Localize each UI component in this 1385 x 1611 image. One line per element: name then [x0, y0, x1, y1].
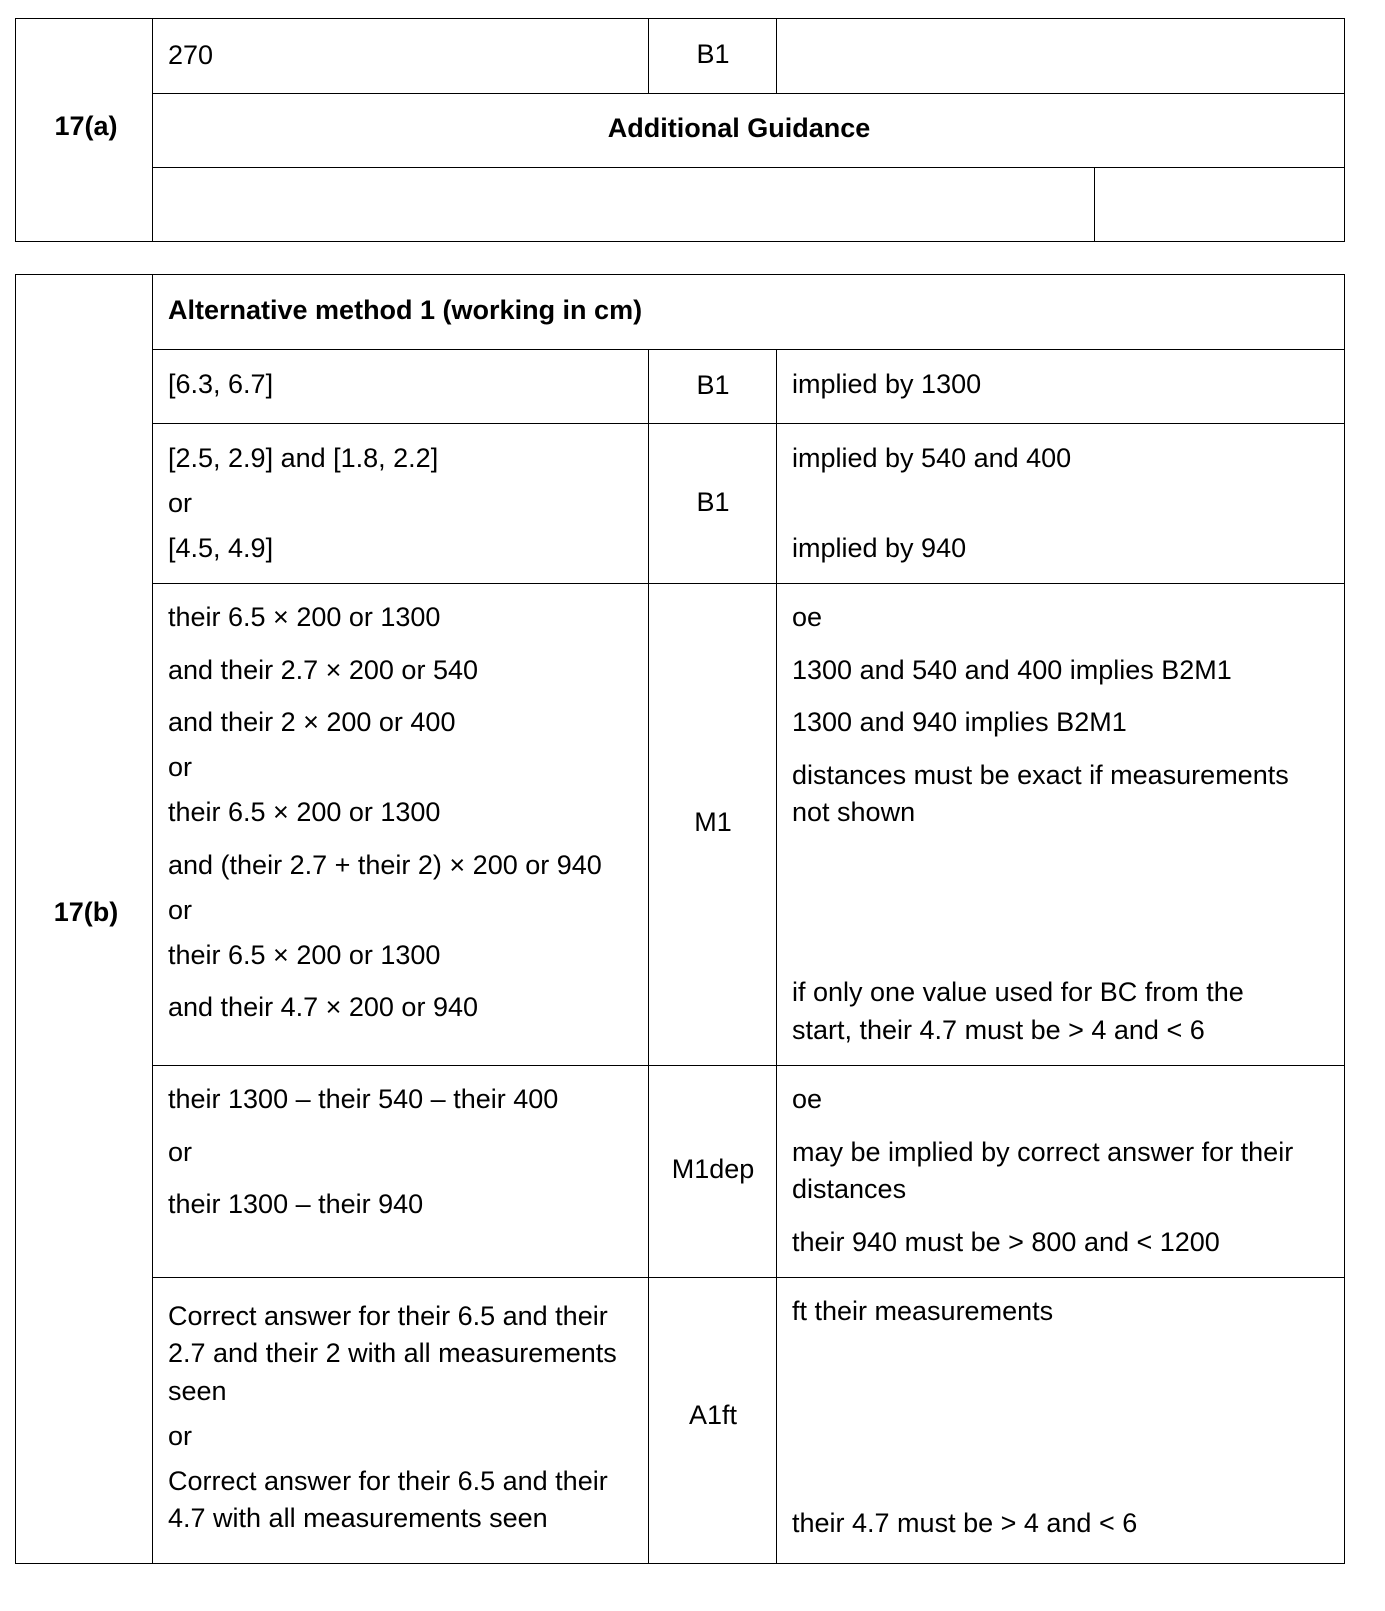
- comment-cell: [776, 350, 1345, 424]
- answer-line: or: [168, 895, 193, 925]
- answer-column: [152, 19, 1346, 241]
- comment-line: start, their 4.7 must be > 4 and < 6: [792, 1015, 1205, 1045]
- answer-line: and their 2 × 200 or 400: [168, 707, 456, 737]
- answer-line: and their 4.7 × 200 or 940: [168, 992, 478, 1022]
- mark-cell: [648, 350, 776, 424]
- mark-text: B1: [696, 487, 730, 517]
- comment-line: implied by 940: [792, 533, 967, 563]
- marking-row-5: [153, 1277, 1345, 1563]
- answer-line: seen: [168, 1376, 227, 1406]
- comment-line: implied by 540 and 400: [792, 443, 1072, 473]
- answer-line: and (their 2.7 + their 2) × 200 or 940: [168, 850, 602, 880]
- mark-cell: [648, 1278, 776, 1564]
- comment-line: if only one value used for BC from the: [792, 977, 1244, 1007]
- marking-row-3: [153, 583, 1345, 1065]
- comment-line: implied by 1300: [792, 369, 982, 399]
- question-number-17b: 17(b): [53, 897, 119, 927]
- answer-line: Correct answer for their 6.5 and their: [168, 1466, 608, 1496]
- comment-line: not shown: [792, 797, 916, 827]
- question-number-17a: 17(a): [54, 111, 118, 141]
- comment-line: oe: [792, 602, 823, 632]
- answer-line: Correct answer for their 6.5 and their: [168, 1301, 608, 1331]
- answer-line: or: [168, 752, 193, 782]
- comment-line: their 940 must be > 800 and < 1200: [792, 1227, 1220, 1257]
- comment-line: may be implied by correct answer for their: [792, 1137, 1294, 1167]
- guidance-header: Additional Guidance: [607, 113, 871, 143]
- mark-cell: [648, 424, 776, 584]
- answer-line: and their 2.7 × 200 or 540: [168, 655, 478, 685]
- mark-text: B1: [696, 39, 730, 69]
- answer-line: [2.5, 2.9] and [1.8, 2.2]: [168, 443, 439, 473]
- mark-text: M1dep: [671, 1154, 755, 1184]
- mark-cell: [648, 584, 776, 1066]
- comment-cell: [776, 1278, 1345, 1564]
- comment-line: distances: [792, 1174, 907, 1204]
- answer-line: 4.7 with all measurements seen: [168, 1503, 548, 1533]
- answer-line: their 1300 – their 540 – their 400: [168, 1084, 559, 1114]
- answer-line: their 1300 – their 940: [168, 1189, 424, 1219]
- answer-line: their 6.5 × 200 or 1300: [168, 940, 441, 970]
- marking-row-2: [153, 423, 1345, 583]
- mark-text: B1: [696, 370, 730, 400]
- comment-cell: [776, 19, 1347, 93]
- comment-line: their 4.7 must be > 4 and < 6: [792, 1508, 1138, 1538]
- table-17b: [15, 274, 1345, 1564]
- method-header: Alternative method 1 (working in cm): [168, 295, 643, 325]
- answer-text: 270: [168, 40, 214, 70]
- comment-line: ft their measurements: [792, 1296, 1054, 1326]
- comment-cell: [776, 584, 1345, 1066]
- marking-row-4: [153, 1065, 1345, 1277]
- answer-line: [4.5, 4.9]: [168, 533, 274, 563]
- comment-line: 1300 and 940 implies B2M1: [792, 707, 1127, 737]
- answer-line: their 6.5 × 200 or 1300: [168, 797, 441, 827]
- answer-line: [6.3, 6.7]: [168, 369, 274, 399]
- mark-text: M1: [694, 807, 732, 837]
- comment-line: oe: [792, 1084, 823, 1114]
- table-17a: [15, 18, 1345, 242]
- answer-line: their 6.5 × 200 or 1300: [168, 602, 441, 632]
- comment-line: 1300 and 540 and 400 implies B2M1: [792, 655, 1232, 685]
- guidance-row: [153, 167, 1345, 241]
- comment-cell: [776, 1066, 1345, 1278]
- answer-column: [152, 275, 1346, 1563]
- answer-line: or: [168, 1421, 193, 1451]
- answer-line: or: [168, 488, 193, 518]
- comment-cell: [776, 424, 1345, 584]
- answer-line: or: [168, 1137, 193, 1167]
- mark-cell: [648, 19, 776, 93]
- mark-text: A1ft: [688, 1400, 738, 1430]
- mark-cell: [648, 1066, 776, 1278]
- marking-row-1: [153, 349, 1345, 423]
- guidance-side-cell: [1094, 168, 1345, 242]
- comment-line: distances must be exact if measurements: [792, 760, 1289, 790]
- guidance-header-row: [153, 93, 1345, 167]
- answer-line: 2.7 and their 2 with all measurements: [168, 1338, 617, 1368]
